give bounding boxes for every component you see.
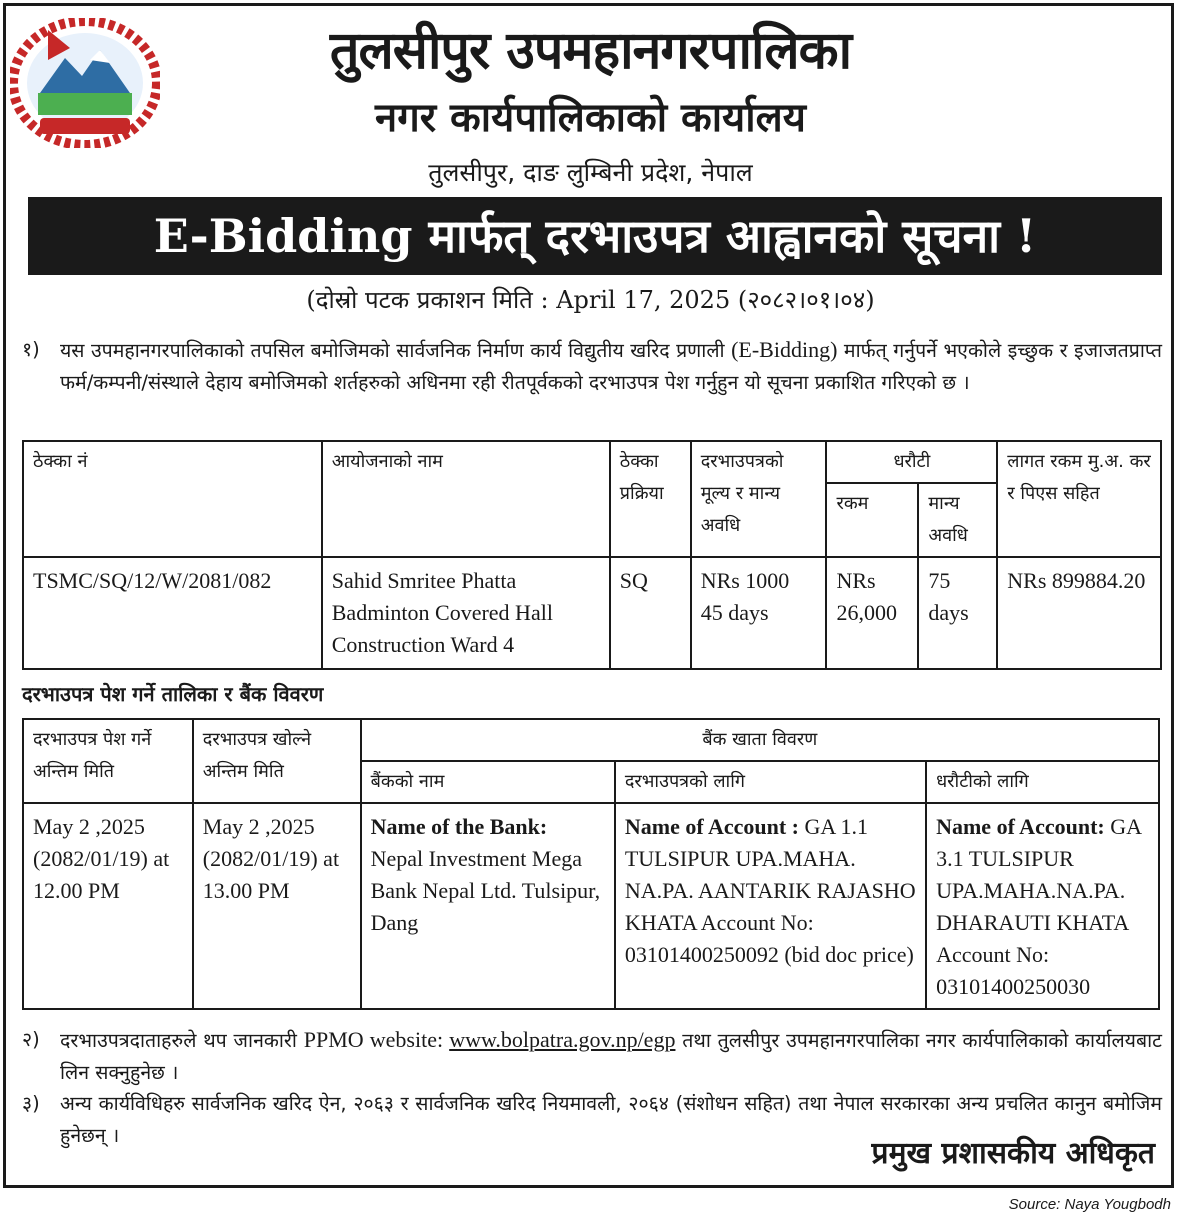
schedule-title: दरभाउपत्र पेश गर्ने तालिका र बैंक विवरण [22,682,324,706]
intro-number: १) [22,338,40,361]
source-credit: Source: Naya Yougbodh [1008,1196,1171,1213]
security-account-cell [926,803,1159,1009]
note-3-number: ३) [22,1092,40,1115]
table-row [23,803,1159,1009]
note-2-text-en: PPMO website: [303,1027,450,1052]
header-submission-date: दरभाउपत्र पेश गर्ने अन्तिम मिति [23,719,193,803]
header-validity: मान्य अवधि [918,483,997,557]
note-2-number: २) [22,1028,40,1051]
note-2-text-a: दरभाउपत्रदाताहरुले थप जानकारी [60,1029,304,1052]
header-bid-security: धरौटी [826,441,997,483]
bank-name-value: Nepal Investment Mega Bank Nepal Ltd. Tulsipur, Dang [370,846,601,935]
header-amount: रकम [826,483,918,557]
bolpatra-link[interactable]: www.bolpatra.gov.np/egp [449,1027,676,1052]
security-account-label: Name of Account: [936,814,1105,839]
header-process: ठेक्का प्रक्रिया [610,441,691,557]
process-cell: SQ [610,557,691,669]
validity-cell: 75 days [918,557,997,669]
header-project-name: आयोजनाको नाम [322,441,610,557]
header-contract-no: ठेक्का नं [23,441,322,557]
header-cost: लागत रकम मु.अ. कर र पिएस सहित [997,441,1161,557]
office-title: नगर कार्यपालिकाको कार्यालय [375,95,806,141]
intro-text-en: (E-Bidding) [731,337,838,362]
header-bank-details: बैंक खाता विवरण [361,719,1159,761]
intro-text-a: यस उपमहानगरपालिकाको तपसिल बमोजिमको सार्वजनिक निर्माण कार्य विद्युतीय खरिद प्रणाली [60,339,732,362]
amount-cell: NRs 26,000 [826,557,918,669]
notice-banner: E-Bidding मार्फत् दरभाउपत्र आह्वानको सूचना ! [28,197,1162,275]
header-bid-doc-account: दरभाउपत्रको लागि [615,761,926,803]
bid-account-value: GA 1.1 TULSIPUR UPA.MAHA. NA.PA. AANTARIK RAJASHO KHATA Account No: 03101400250092 (bid doc price) [624,814,916,967]
header-bank-name: बैंकको नाम [361,761,615,803]
intro-text-b: मार्फत् गर्नुपर्ने भएकोले इच्छुक र इजाजतप्राप्त फर्म/कम्पनी/संस्थाले देहाय बमोजिमको शर्तहरुको अधिनमा रही रीतपूर्वकको दरभाउपत्र पेश गर्नुहुन यो सूचना प्रकाशित गरिएको छ । [60,339,1162,394]
security-account-value: GA 3.1 TULSIPUR UPA.MAHA.NA.PA. DHARAUTI KHATA Account No: 03101400250030 [936,814,1141,999]
bank-name-label: Name of the Bank: [370,814,548,839]
bid-account-label: Name of Account : [624,814,799,839]
bid-doc-account-cell [615,803,926,1009]
publish-date: (दोस्रो पटक प्रकाशन मिति : April 17, 2025 (२०८२।०१।०४) [306,286,875,314]
signatory: प्रमुख प्रशासकीय अधिकृत [871,1136,1155,1171]
opening-date-cell: May 2 ,2025 (2082/01/19) at 13.00 PM [193,803,361,1009]
table-row [23,557,1161,669]
note-2-text-b: तथा तुलसीपुर उपमहानगरपालिका नगर कार्यपालिकाको कार्यालयबाट लिन सक्नुहुनेछ । [60,1029,1162,1084]
header-doc-fee: दरभाउपत्रको मूल्य र मान्य अवधि [691,441,827,557]
header-opening-date: दरभाउपत्र खोल्ने अन्तिम मिति [193,719,361,803]
project-name-cell: Sahid Smritee Phatta Badminton Covered Hall Construction Ward 4 [322,557,610,669]
doc-fee-cell: NRs 1000 45 days [691,557,827,669]
bank-name-cell [361,803,615,1009]
office-address: तुलसीपुर, दाङ लुम्बिनी प्रदेश, नेपाल [428,158,753,187]
note-3-text: अन्य कार्यविधिहरु सार्वजनिक खरिद ऐन, २०६३ र सार्वजनिक खरिद नियमावली, २०६४ (संशोधन सहित) तथा नेपाल सरकारका अन्य प्रचलित कानुन बमोजिम हुनेछन् । [60,1092,1162,1147]
contract-no-cell: TSMC/SQ/12/W/2081/082 [23,557,322,669]
intro-paragraph [22,334,1162,399]
submission-date-cell: May 2 ,2025 (2082/01/19) at 12.00 PM [23,803,193,1009]
note-2 [22,1024,1162,1089]
cost-cell: NRs 899884.20 [997,557,1161,669]
municipality-title: तुलसीपुर उपमहानगरपालिका [329,21,852,81]
contract-table [22,440,1162,670]
header-security-account: धरौटीको लागि [926,761,1159,803]
schedule-table [22,718,1160,1010]
